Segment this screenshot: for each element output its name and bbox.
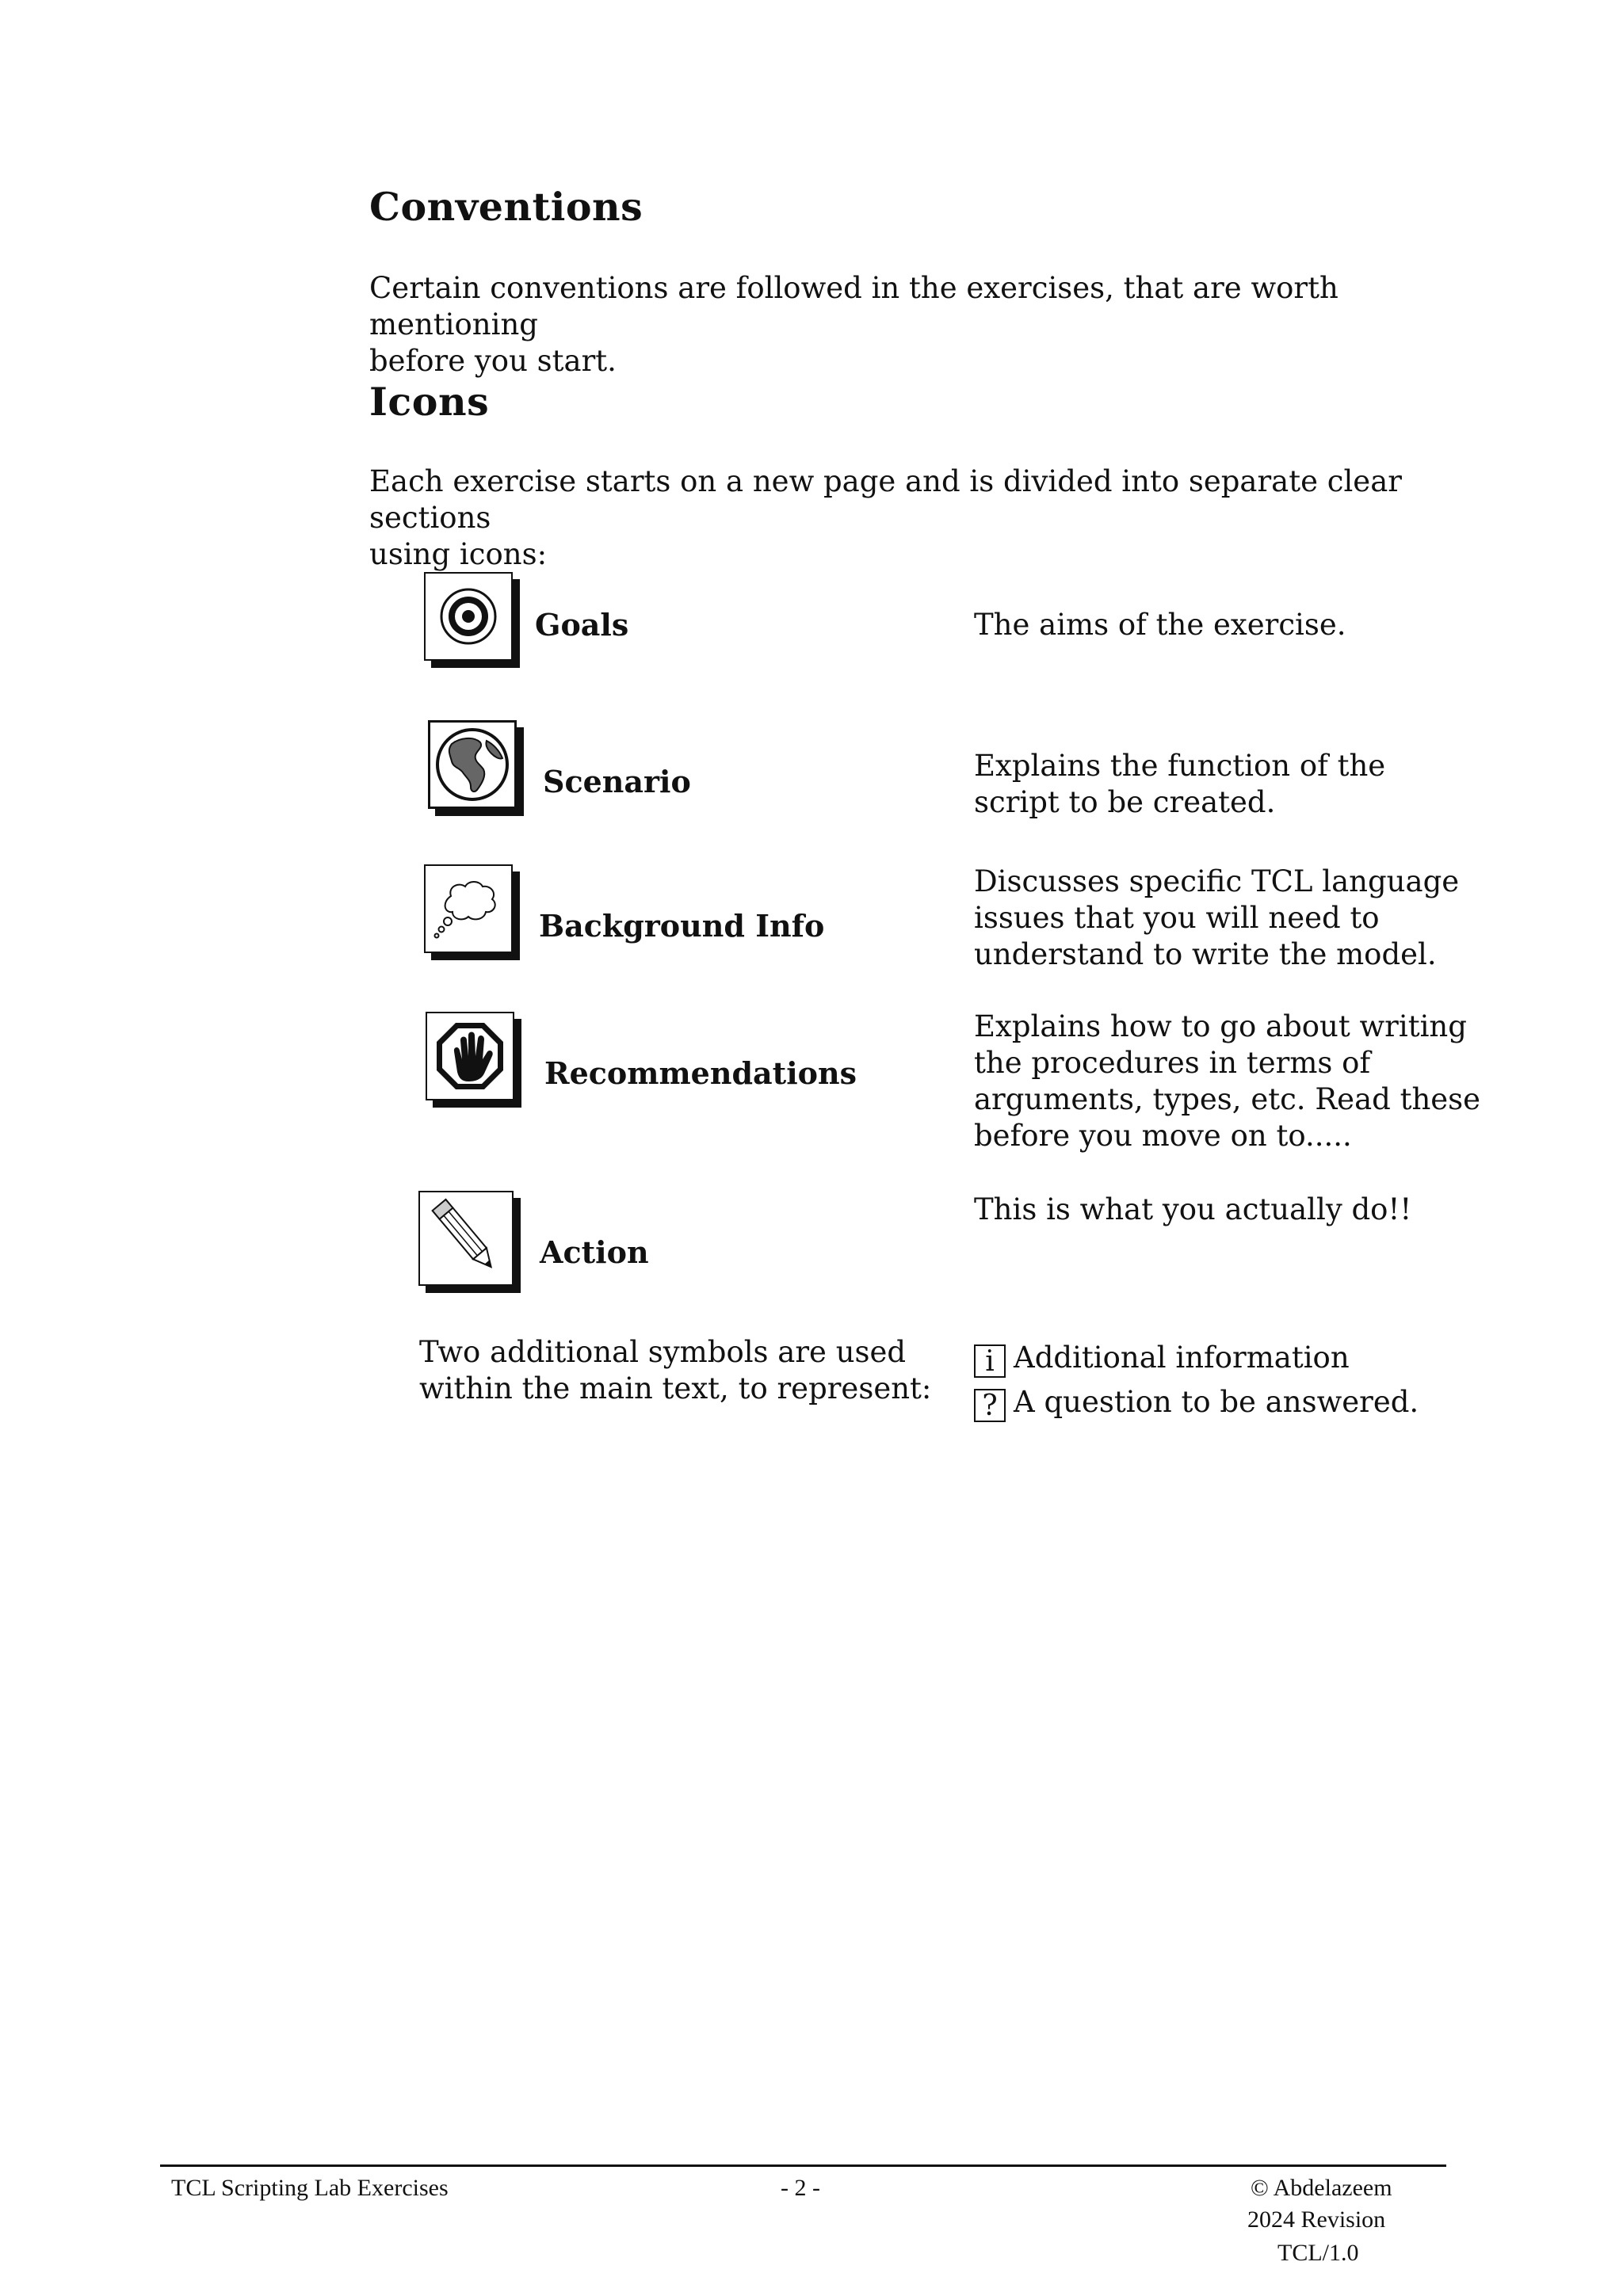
question-icon: ?	[974, 1389, 1006, 1422]
recommendations-description-line-1: Explains how to go about writing	[974, 1009, 1467, 1043]
scenario-description-line-1: Explains the function of the	[974, 749, 1386, 783]
symbols-intro-line-2: within the main text, to represent:	[419, 1371, 932, 1405]
symbols-intro-line-1: Two additional symbols are used	[419, 1335, 907, 1369]
footer-copyright: © Abdelazeem	[1251, 2175, 1392, 2201]
goals-description-line: The aims of the exercise.	[974, 608, 1346, 642]
recommendations-description-line-2: the procedures in terms of	[974, 1046, 1371, 1080]
footer-version: TCL/1.0	[1277, 2240, 1359, 2266]
symbol-row-info	[974, 1336, 1350, 1380]
background-info-description	[974, 864, 1459, 973]
symbols-intro	[419, 1334, 942, 1407]
action-description	[974, 1192, 1411, 1228]
goals-label: Goals	[535, 607, 629, 643]
conventions-intro-line-1: Certain conventions are followed in the exercises, that are worth mentioning	[369, 271, 1338, 341]
background-info-description-line-1: Discusses specific TCL language	[974, 864, 1460, 898]
icons-intro	[369, 463, 1495, 573]
scenario-label: Scenario	[543, 764, 691, 799]
footer-page-number: - 2 -	[781, 2175, 820, 2201]
conventions-intro	[369, 270, 1495, 379]
recommendations-description-line-3: arguments, types, etc. Read these	[974, 1082, 1481, 1116]
info-icon: i	[974, 1344, 1006, 1378]
icons-heading: Icons	[369, 379, 490, 425]
action-description-line: This is what you actually do!!	[974, 1192, 1412, 1226]
conventions-heading: Conventions	[369, 184, 643, 230]
recommendations-description	[974, 1009, 1480, 1154]
icons-intro-line-2: using icons:	[369, 537, 548, 571]
stop-hand-icon	[426, 1012, 517, 1104]
conventions-intro-line-2: before you start.	[369, 344, 617, 378]
thought-bubble-icon	[424, 864, 516, 956]
background-info-description-line-2: issues that you will need to	[974, 901, 1380, 935]
goals-description	[974, 607, 1346, 643]
symbol-row-question	[974, 1380, 1419, 1425]
background-info-description-line-3: understand to write the model.	[974, 937, 1437, 971]
recommendations-label: Recommendations	[544, 1055, 857, 1091]
recommendations-description-line-4: before you move on to.....	[974, 1119, 1352, 1153]
action-label: Action	[540, 1234, 649, 1270]
pencil-icon	[418, 1191, 517, 1289]
target-icon	[424, 572, 516, 664]
footer-revision: 2024 Revision	[1247, 2206, 1386, 2233]
icons-intro-line-1: Each exercise starts on a new page and is divided into separate clear sections	[369, 464, 1402, 535]
background-info-label: Background Info	[539, 908, 825, 944]
footer-left: TCL Scripting Lab Exercises	[171, 2175, 449, 2201]
symbol-question-text: A question to be answered.	[1014, 1385, 1419, 1419]
symbol-info-text: Additional information	[1014, 1341, 1350, 1375]
globe-icon	[428, 720, 520, 812]
footer-divider	[160, 2164, 1446, 2167]
scenario-description	[974, 748, 1385, 821]
scenario-description-line-2: script to be created.	[974, 785, 1276, 819]
